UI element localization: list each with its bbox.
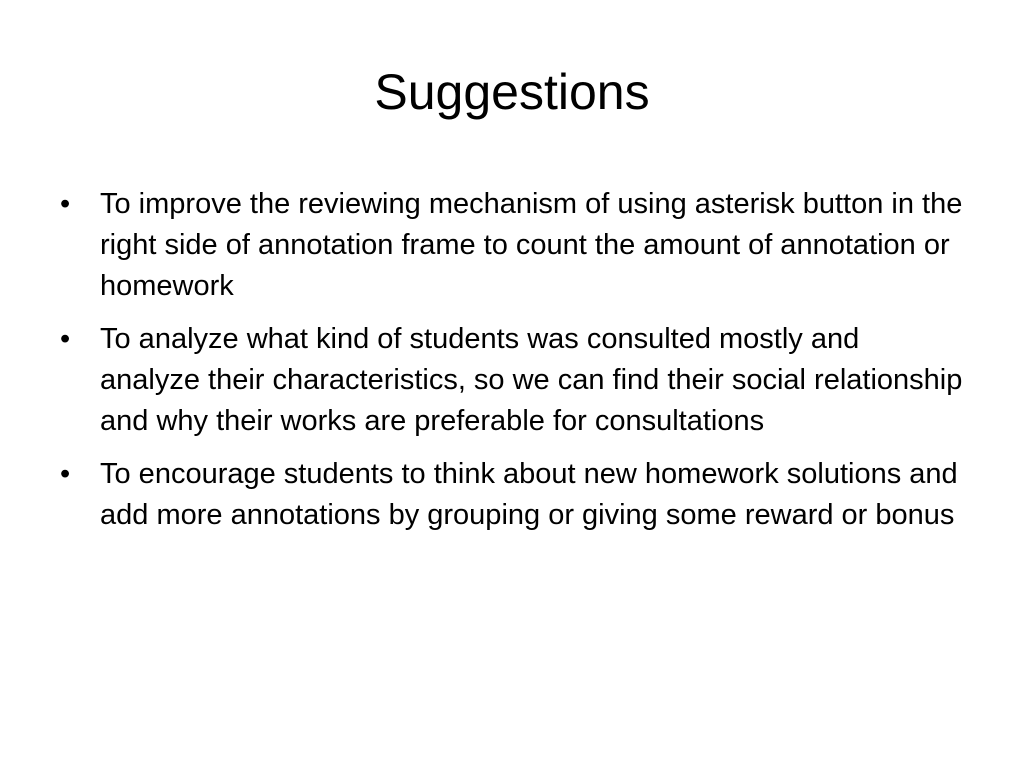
bullet-text: To improve the reviewing mechanism of using asterisk button in the right side of annotation frame to count the amount of annotation or homework: [100, 188, 963, 302]
bullet-dot-icon: •: [60, 458, 71, 490]
bullet-item: [60, 319, 965, 442]
bullet-item: [60, 454, 965, 536]
bullet-item: [60, 184, 965, 307]
bullet-dot-icon: •: [60, 188, 71, 220]
bullet-list: [60, 184, 965, 548]
bullet-dot-icon: •: [60, 323, 71, 355]
bullet-text: To analyze what kind of students was consulted mostly and analyze their characteristics, so we can find their social relationship and why their works are preferable for consultations: [100, 323, 963, 437]
slide-title: Suggestions: [374, 64, 650, 120]
bullet-text: To encourage students to think about new homework solutions and add more annotations by grouping or giving some reward or bonus: [100, 458, 958, 531]
